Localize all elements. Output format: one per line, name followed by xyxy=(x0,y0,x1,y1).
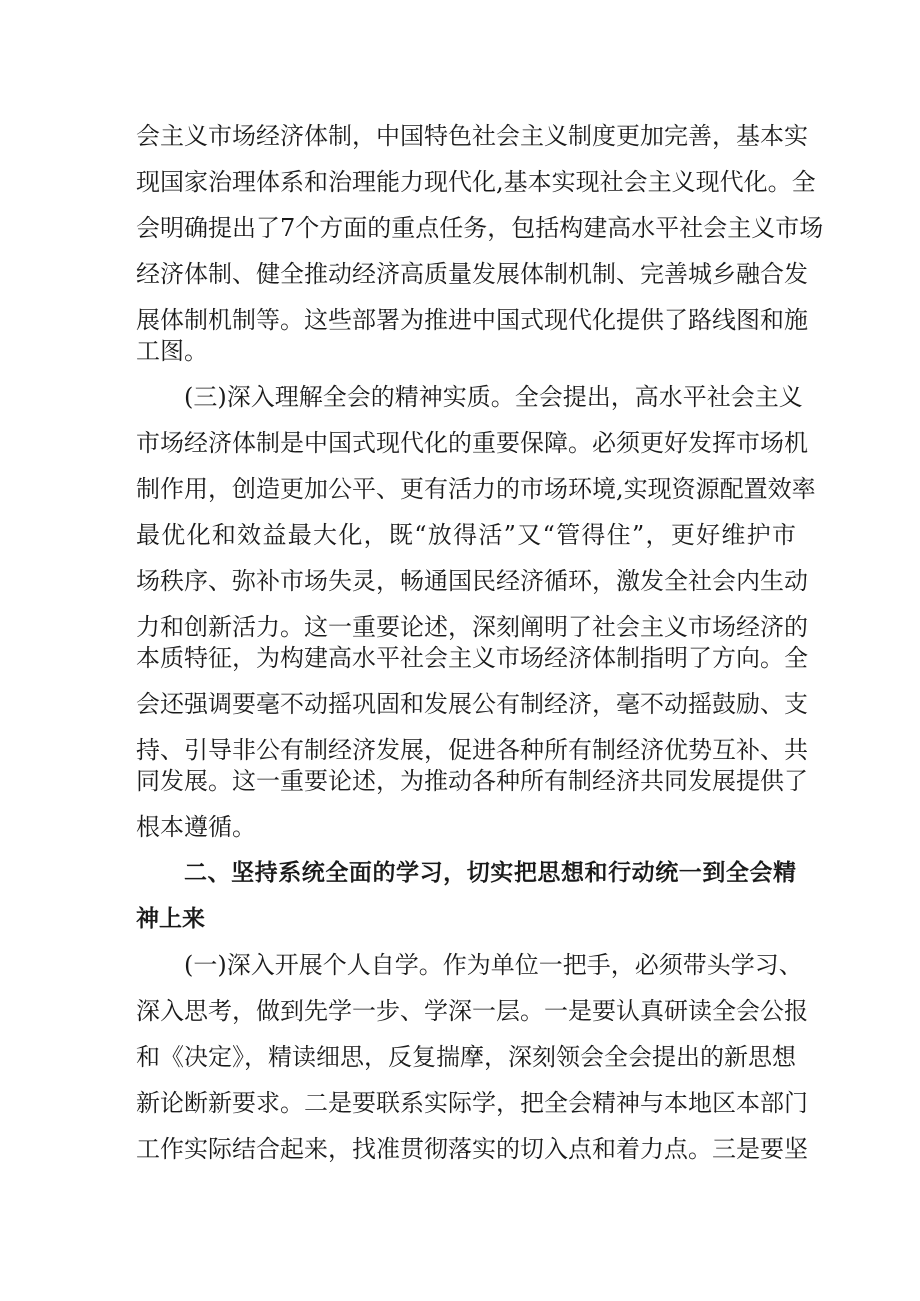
paragraph-line: 和《决定》，精读细思，反复揣摩，深刻领会全会提出的新思想 xyxy=(136,1043,796,1071)
paragraph-line: 持、引导非公有制经济发展，促进各种所有制经济优势互补、共 xyxy=(136,736,808,764)
paragraph-line: (三)深入理解全会的精神实质。全会提出，高水平社会主义 xyxy=(184,383,803,411)
section-heading: 二、坚持系统全面的学习，切实把思想和行动统一到全会精 xyxy=(184,860,796,886)
paragraph-line: 深入思考，做到先学一步、学深一层。一是要认真研读全会公报 xyxy=(136,997,808,1025)
paragraph-line: 工图。 xyxy=(136,337,208,365)
paragraph-line: 经济体制、健全推动经济高质量发展体制机制、完善城乡融合发 xyxy=(136,260,808,288)
section-heading: 神上来 xyxy=(136,906,205,932)
paragraph-line: 会明确提出了7个方面的重点任务，包括构建高水平社会主义市场 xyxy=(136,214,824,242)
paragraph-line: 根本遵循。 xyxy=(136,813,256,841)
paragraph-line: 会主义市场经济体制，中国特色社会主义制度更加完善，基本实 xyxy=(136,122,808,150)
paragraph-line: 工作实际结合起来，找准贯彻落实的切入点和着力点。三是要坚 xyxy=(136,1135,808,1163)
paragraph-line: 同发展。这一重要论述，为推动各种所有制经济共同发展提供了 xyxy=(136,767,808,795)
paragraph-line: 本质特征，为构建高水平社会主义市场经济体制指明了方向。全 xyxy=(136,644,808,672)
paragraph-line: 制作用，创造更加公平、更有活力的市场环境,实现资源配置效率 xyxy=(136,475,816,503)
paragraph-line: 力和创新活力。这一重要论述，深刻阐明了社会主义市场经济的 xyxy=(136,613,808,641)
paragraph-line: 市场经济体制是中国式现代化的重要保障。必须更好发挥市场机 xyxy=(136,429,808,457)
paragraph-line: 现国家治理体系和治理能力现代化,基本实现社会主义现代化。全 xyxy=(136,168,816,196)
paragraph-line: 会还强调要毫不动摇巩固和发展公有制经济，毫不动摇鼓励、支 xyxy=(136,690,808,718)
paragraph-line: 最优化和效益最大化，既“放得活”又“管得住”，更好维护市 xyxy=(136,521,796,549)
paragraph-line: 场秩序、弥补市场失灵，畅通国民经济循环，激发全社会内生动 xyxy=(136,567,808,595)
paragraph-line: 展体制机制等。这些部署为推进中国式现代化提供了路线图和施 xyxy=(136,306,808,334)
paragraph-line: (一)深入开展个人自学。作为单位一把手，必须带头学习、 xyxy=(184,951,803,979)
paragraph-line: 新论断新要求。二是要联系实际学，把全会精神与本地区本部门 xyxy=(136,1089,808,1117)
